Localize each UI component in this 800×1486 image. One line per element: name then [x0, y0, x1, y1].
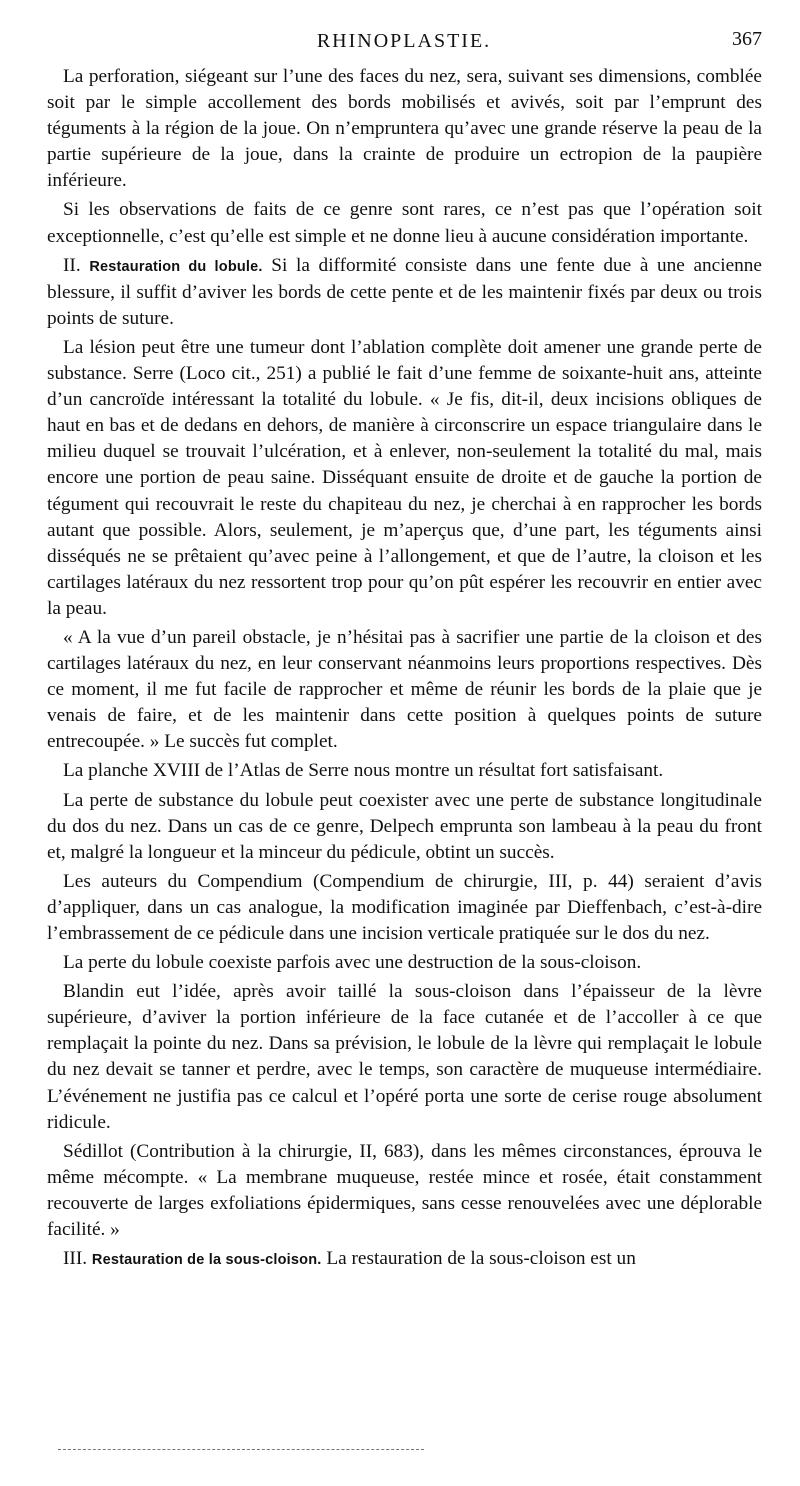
paragraph — [47, 197, 762, 249]
paragraph — [47, 64, 762, 194]
section-paragraph — [47, 253, 762, 332]
paragraph — [47, 979, 762, 1136]
paragraph-text: La planche XVIII de l’Atlas de Serre nous montre un résultat fort satisfaisant. — [63, 760, 664, 782]
paragraph — [47, 758, 762, 784]
paragraph-text: La restauration de la sous-cloison est un — [326, 1248, 636, 1270]
paragraph-text: La perforation, siégeant sur l’une des faces du nez, sera, suivant ses dimensions, comblée soit par le simple accollement des bords mobilisés et avivés, soit par l’emprunt des téguments à la région de la joue. On n’empruntera qu’avec une grande réserve la peau de la partie supérieure de la joue, dans la crainte de produire un ectropion de la paupière inférieure. — [47, 66, 762, 192]
paragraph-text: Sédillot (Contribution à la chirurgie, II, 683), dans les mêmes circonstances, éprouva le même mécompte. « La membrane muqueuse, restée mince et rosée, était constamment recouverte de larges exfoliations épidermiques, sans cesse renouvelées avec une déplorable facilité. » — [47, 1140, 762, 1241]
body-text — [47, 64, 762, 1273]
paragraph-text: La perte du lobule coexiste parfois avec une destruction de la sous-cloison. — [63, 952, 642, 974]
paragraph — [47, 788, 762, 866]
paragraph-text: Si les observations de faits de ce genre sont rares, ce n’est pas que l’opération soit exceptionnelle, c’est qu’elle est simple et ne donne lieu à aucune considération importante. — [47, 199, 762, 247]
paragraph-text: Les auteurs du Compendium (Compendium de chirurgie, III, p. 44) seraient d’avis d’appliquer, dans un cas analogue, la modification imaginée par Dieffenbach, c’est-à-dire l’embrassement de ce pédicule dans une incision verticale pratiquée sur le dos du nez. — [47, 870, 762, 944]
section-numeral: III. — [63, 1248, 88, 1270]
paragraph-text: Si la difformité consiste dans une fente due à une ancienne blessure, il suffit d’aviver les bords de cette pente et de les maintenir fixés par deux ou trois points de suture. — [47, 254, 762, 329]
paragraph — [47, 335, 762, 622]
footer-rule — [58, 1449, 424, 1450]
page-header — [46, 26, 762, 56]
paragraph-text: « A la vue d’un pareil obstacle, je n’hésitai pas à sacrifier une partie de la cloison et des cartilages latéraux du nez, en leur conservant néanmoins leurs proportions respectives. Dès ce moment, il me fut facile de rapprocher et même de réunir les bords de la plaie que je venais de faire, et de les maintenir dans cette position à quelques points de suture entrecoupée. » Le succès fut complet. — [47, 626, 762, 753]
section-heading: Restauration de la sous-cloison. — [91, 1252, 322, 1269]
page-number: 367 — [732, 28, 762, 50]
section-paragraph — [47, 1246, 762, 1273]
section-numeral: II. — [63, 254, 81, 276]
paragraph — [47, 869, 762, 947]
paragraph-text: La perte de substance du lobule peut coexister avec une perte de substance longitudinale du dos du nez. Dans un cas de ce genre, Delpech emprunta son lambeau à la peau du front et, malgré la longueur et la minceur du pédicule, obtint un succès. — [47, 789, 762, 863]
paragraph — [47, 950, 762, 976]
running-title: RHINOPLASTIE. — [316, 30, 492, 52]
paragraph-text: La lésion peut être une tumeur dont l’ablation complète doit amener une grande perte de substance. Serre (Loco cit., 251) a publié le fait d’une femme de soixante-huit ans, atteinte d’un cancroïde intéressant la totalité du lobule. « Je fis, dit-il, deux incisions obliques de haut en bas et de dedans en dehors, de manière à circonscrire un espace triangulaire dans le milieu duquel se trouvait l’ulcération, et à enlever, non-seulement la totalité du mal, mais encore une portion de peau saine. Disséquant ensuite de droite et de gauche la portion de tégument qui recouvrait le reste du chapiteau du nez, je cherchai à en rapprocher les bords autant que possible. Alors, seulement, je m’aperçus que, d’une part, les téguments ainsi disséqués ne se prêtaient qu’avec peine à l’allongement, et que de l’autre, la cloison et les cartilages latéraux du nez ressortent trop pour qu’on pût espérer les recouvrir en entier avec la peau. — [47, 336, 762, 619]
section-heading: Restauration du lobule. — [89, 258, 263, 275]
paragraph — [47, 625, 762, 755]
paragraph — [47, 1139, 762, 1243]
paragraph-text: Blandin eut l’idée, après avoir taillé la sous-cloison dans l’épaisseur de la lèvre supérieure, d’aviver la portion inférieure de la face cutanée et de l’accoller à ce que remplaçait la pointe du nez. Dans sa prévision, le lobule de la lèvre qui remplaçait le lobule du nez devait se tanner et perdre, avec le temps, son caractère de muqueuse intermédiaire. L’événement ne justifia pas ce calcul et l’opéré porta une sorte de cerise rouge absolument ridicule. — [47, 981, 762, 1133]
